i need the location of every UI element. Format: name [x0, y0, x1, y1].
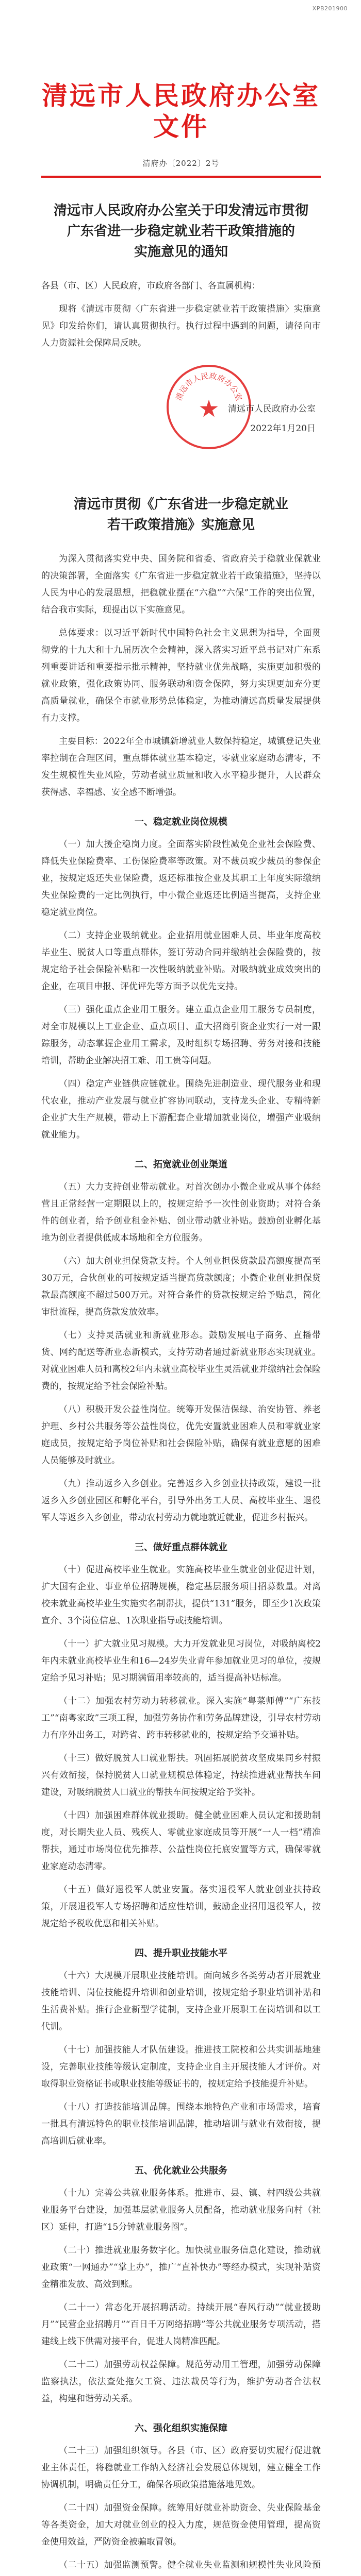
policy-section	[41, 2163, 321, 2408]
preamble-paragraph: 主要目标：2022年全市城镇新增就业人数保持稳定，城镇登记失业率控制在合理区间，重点群体就业基本稳定，零就业家庭动态清零，不发生规模性失业风险，劳动者就业质量和收入水平稳步提升，人民群众获得感、幸福感、安全感不断增强。	[41, 736, 321, 798]
section-paragraph: （十七）加强技能人才队伍建设。推进技工院校和公共实训基地建设，完善职业技能等级认定制度，支持企业自主开展技能人才评价。对取得职业资格证书或职业技能等级证书的，按规定给予技能提升补贴。	[41, 2045, 321, 2089]
implementation-title-line: 清远市贯彻《广东省进一步稳定就业	[73, 497, 288, 512]
section-paragraph: （十一）扩大就业见习规模。大力开发就业见习岗位，对吸纳离校2年内未就业高校毕业生和16—24岁失业青年参加就业见习的单位，按规定给予见习补贴；见习期满留用率较高的，适当提高补贴标准。	[41, 1639, 321, 1683]
section-paragraph: （二十）推进就业服务数字化。加快就业服务信息化建设，推动就业政策“一网通办”“掌上办”，推广“直补快办”等经办模式，实现补贴资金精准发放、高效到账。	[41, 2245, 321, 2290]
section-heading: 五、优化就业公共服务	[135, 2165, 227, 2176]
section-paragraph: （十四）加强困难群体就业援助。健全就业困难人员认定和援助制度，对长期失业人员、残疾人、零就业家庭成员等开展“一人一档”精准帮扶，通过市场岗位优先推荐、公益性岗位托底安置等方式，确保零就业家庭动态清零。	[41, 1810, 321, 1872]
page-id: XPB201900	[312, 5, 348, 12]
section-paragraph: （十五）做好退役军人就业安置。落实退役军人就业创业扶持政策，开展退役军人专场招聘和适应性培训，鼓励企业招用退役军人，按规定给予税收优惠和相关补贴。	[41, 1885, 321, 1929]
preamble-paragraph: 为深入贯彻落实党中央、国务院和省委、省政府关于稳就业保就业的决策部署，全面落实《广东省进一步稳定就业若干政策措施》，坚持以人民为中心的发展思想，把稳就业摆在“六稳”“六保”工作的突出位置，结合我市实际，现提出以下实施意见。	[41, 554, 321, 615]
red-divider-line	[41, 176, 321, 178]
section-paragraph: （十二）加强农村劳动力转移就业。深入实施“粤菜师傅”“广东技工”“南粤家政”三项工程，加强劳务协作和劳务品牌建设，引导农村劳动力有序外出务工，对跨省、跨市转移就业的，按规定给予交通补贴。	[41, 1696, 321, 1740]
section-paragraph: （二十一）常态化开展招聘活动。持续开展“春风行动”“就业援助月”“民营企业招聘月”“百日千万网络招聘”等公共就业服务专项活动，搭建线上线下供需对接平台，促进人岗精准匹配。	[41, 2302, 321, 2347]
implementation-preamble	[41, 551, 321, 801]
section-paragraph: （十八）打造技能培训品牌。围绕本地特色产业和市场需求，培育一批具有清远特色的职业技能培训品牌，推动培训与就业有效衔接，提高培训后就业率。	[41, 2102, 321, 2146]
section-paragraph: （二十二）加强劳动权益保障。规范劳动用工管理，加强劳动保障监察执法，依法查处拖欠工资、违法裁员等行为，维护劳动者合法权益，构建和谐劳动关系。	[41, 2360, 321, 2404]
section-paragraph: （十三）做好脱贫人口就业帮扶。巩固拓展脱贫攻坚成果同乡村振兴有效衔接，保持脱贫人口就业规模总体稳定，持续推进就业帮扶车间建设，对吸纳脱贫人口就业的帮扶车间按规定给予奖补。	[41, 1753, 321, 1798]
policy-section	[41, 1946, 321, 2150]
section-paragraph: （十六）大规模开展职业技能培训。面向城乡各类劳动者开展就业技能培训、岗位技能提升培训和创业培训，按规定给予职业培训补贴和生活费补贴。推行企业新型学徒制，支持企业开展职工在岗培训和以工代训。	[41, 1971, 321, 2032]
government-document-title: 清远市人民政府办公室文件	[42, 80, 320, 142]
notice-paragraph: 现将《清远市贯彻〈广东省进一步稳定就业若干政策措施〉实施意见》印发给你们，请认真贯彻执行。执行过程中遇到的问题，请径向市人力资源社会保障局反映。	[41, 304, 321, 348]
section-paragraph: （二十四）加强资金保障。统筹用好就业补助资金、失业保险基金等各类资金，加大对就业创业的投入力度，规范资金使用管理，提高资金使用效益，严防资金被骗取冒领。	[41, 2503, 321, 2547]
issue-date: 2022年1月20日	[250, 423, 316, 434]
notice-body	[41, 278, 321, 352]
preamble-paragraph: 总体要求：以习近平新时代中国特色社会主义思想为指导，全面贯彻党的十九大和十九届历次全会精神，深入落实习近平总书记对广东系列重要讲话和重要指示批示精神，坚持就业优先战略，实施更加积极的就业政策，强化政策协同、服务联动和资金保障，努力实现更加充分更高质量就业，确保全市就业形势总体稳定，为推动清远高质量发展提供有力支撑。	[41, 628, 321, 723]
seal-star-glyph: ★	[198, 395, 220, 422]
notice-title-line: 实施意见的通知	[134, 244, 228, 260]
policy-section	[41, 815, 321, 1144]
seal-ring-text: 清远市人民政府办公室	[174, 371, 244, 402]
section-paragraph: （十九）完善公共就业服务体系。推进市、县、镇、村四级公共就业服务平台建设，加强基层就业服务人员配备，推动就业服务向村（社区）延伸，打造“15分钟就业服务圈”。	[41, 2188, 321, 2232]
section-paragraph: （七）支持灵活就业和新就业形态。鼓励发展电子商务、直播带货、网约配送等新业态新模式，支持劳动者通过新就业形态实现就业。对就业困难人员和离校2年内未就业高校毕业生灵活就业并缴纳社会保险费的，按规定给予社会保险补贴。	[41, 1330, 321, 1392]
section-paragraph: （二）支持企业吸纳就业。企业招用就业困难人员、毕业年度高校毕业生、脱贫人口等重点群体，签订劳动合同并缴纳社会保险费的，按规定给予社会保险补贴和一次性吸纳就业补贴。对吸纳就业成效突出的企业，在项目申报、评优评先等方面予以优先支持。	[41, 930, 321, 992]
section-paragraph: （八）积极开发公益性岗位。统筹开发保洁保绿、治安协管、养老护理、乡村公共服务等公益性岗位，优先安置就业困难人员和零就业家庭成员，按规定给予岗位补贴和社会保险补贴，确保有就业意愿的困难人员能够及时就业。	[41, 1404, 321, 1466]
notice-title-line: 清远市人民政府办公室关于印发清远市贯彻	[53, 203, 308, 218]
section-paragraph: （五）大力支持创业带动就业。对首次创办小微企业或从事个体经营且正常经营一定期限以上的，按规定给予一次性创业资助；对符合条件的创业者，给予创业租金补贴、创业带动就业补贴。鼓励创业孵化基地为创业者提供低成本场地和全方位服务。	[41, 1182, 321, 1243]
issuer-name: 清远市人民政府办公室	[228, 404, 316, 414]
notice-title	[41, 200, 321, 262]
notice-salutation: 各县（市、区）人民政府，市政府各部门、各直属机构：	[41, 281, 260, 291]
section-paragraph: （六）加大创业担保贷款支持。个人创业担保贷款最高额度提高至30万元，合伙创业的可按规定适当提高贷款额度；小微企业创业担保贷款最高额度不超过500万元。对符合条件的贷款按规定给予贴息，简化审批流程，提高贷款发放效率。	[41, 1256, 321, 1317]
section-heading: 三、做好重点群体就业	[135, 1542, 227, 1553]
section-paragraph: （三）强化重点企业用工服务。建立重点企业用工服务专员制度，对全市规模以上工业企业、重点项目、重大招商引资企业实行一对一跟踪服务，动态掌握企业用工需求，及时组织专场招聘、劳务对接和技能培训，帮助企业解决招工难、用工贵等问题。	[41, 1005, 321, 1066]
section-paragraph: （九）推动返乡入乡创业。完善返乡入乡创业扶持政策，建设一批返乡入乡创业园区和孵化平台，引导外出务工人员、高校毕业生、退役军人等返乡入乡创业，带动农村劳动力就地就近就业，促进乡村振兴。	[41, 1479, 321, 1523]
implementation-sections	[41, 815, 321, 2576]
notice-title-line: 广东省进一步稳定就业若干政策措施的	[67, 224, 295, 239]
policy-section	[41, 1540, 321, 1933]
implementation-title	[41, 494, 321, 535]
implementation-title-line: 若干政策措施》实施意见	[107, 517, 255, 533]
document-number: 清府办〔2022〕2号	[142, 159, 220, 168]
signature-block	[41, 361, 321, 469]
section-heading: 二、拓宽就业创业渠道	[135, 1159, 227, 1170]
section-paragraph: （十）促进高校毕业生就业。实施高校毕业生就业创业促进计划，扩大国有企业、事业单位招聘规模，稳定基层服务项目招募数量。对离校未就业高校毕业生实施实名制帮扶，提供“131”服务，即至少1次政策宣介、3个岗位信息、1次职业指导或技能培训。	[41, 1565, 321, 1626]
section-heading: 六、强化组织实施保障	[135, 2423, 227, 2434]
section-heading: 一、稳定就业岗位规模	[135, 817, 227, 827]
policy-section	[41, 2421, 321, 2576]
section-paragraph: （二十五）加强监测预警。健全就业失业监测和规模性失业风险预	[59, 2560, 321, 2570]
section-heading: 四、提升职业技能水平	[135, 1948, 227, 1959]
section-paragraph: （二十三）加强组织领导。各县（市、区）政府要切实履行促进就业主体责任，将稳就业工作纳入经济社会发展总体规划，建立健全工作协调机制，明确责任分工，确保各项政策措施落地见效。	[41, 2446, 321, 2490]
implementation-body	[41, 551, 321, 2576]
policy-section	[41, 1157, 321, 1527]
section-paragraph: （一）加大援企稳岗力度。全面落实阶段性减免企业社会保险费、降低失业保险费率、工伤保险费率等政策。对不裁员或少裁员的参保企业，按规定返还失业保险费，返还标准按企业及其职工上年度实际缴纳失业保险费的一定比例执行，中小微企业返还比例适当提高，支持企业稳定就业岗位。	[41, 839, 321, 918]
section-paragraph: （四）稳定产业链供应链就业。围绕先进制造业、现代服务业和现代农业，推动产业发展与就业扩容协同联动，支持龙头企业、专精特新企业扩大生产规模，带动上下游配套企业增加就业岗位，增强产业吸纳就业能力。	[41, 1079, 321, 1140]
